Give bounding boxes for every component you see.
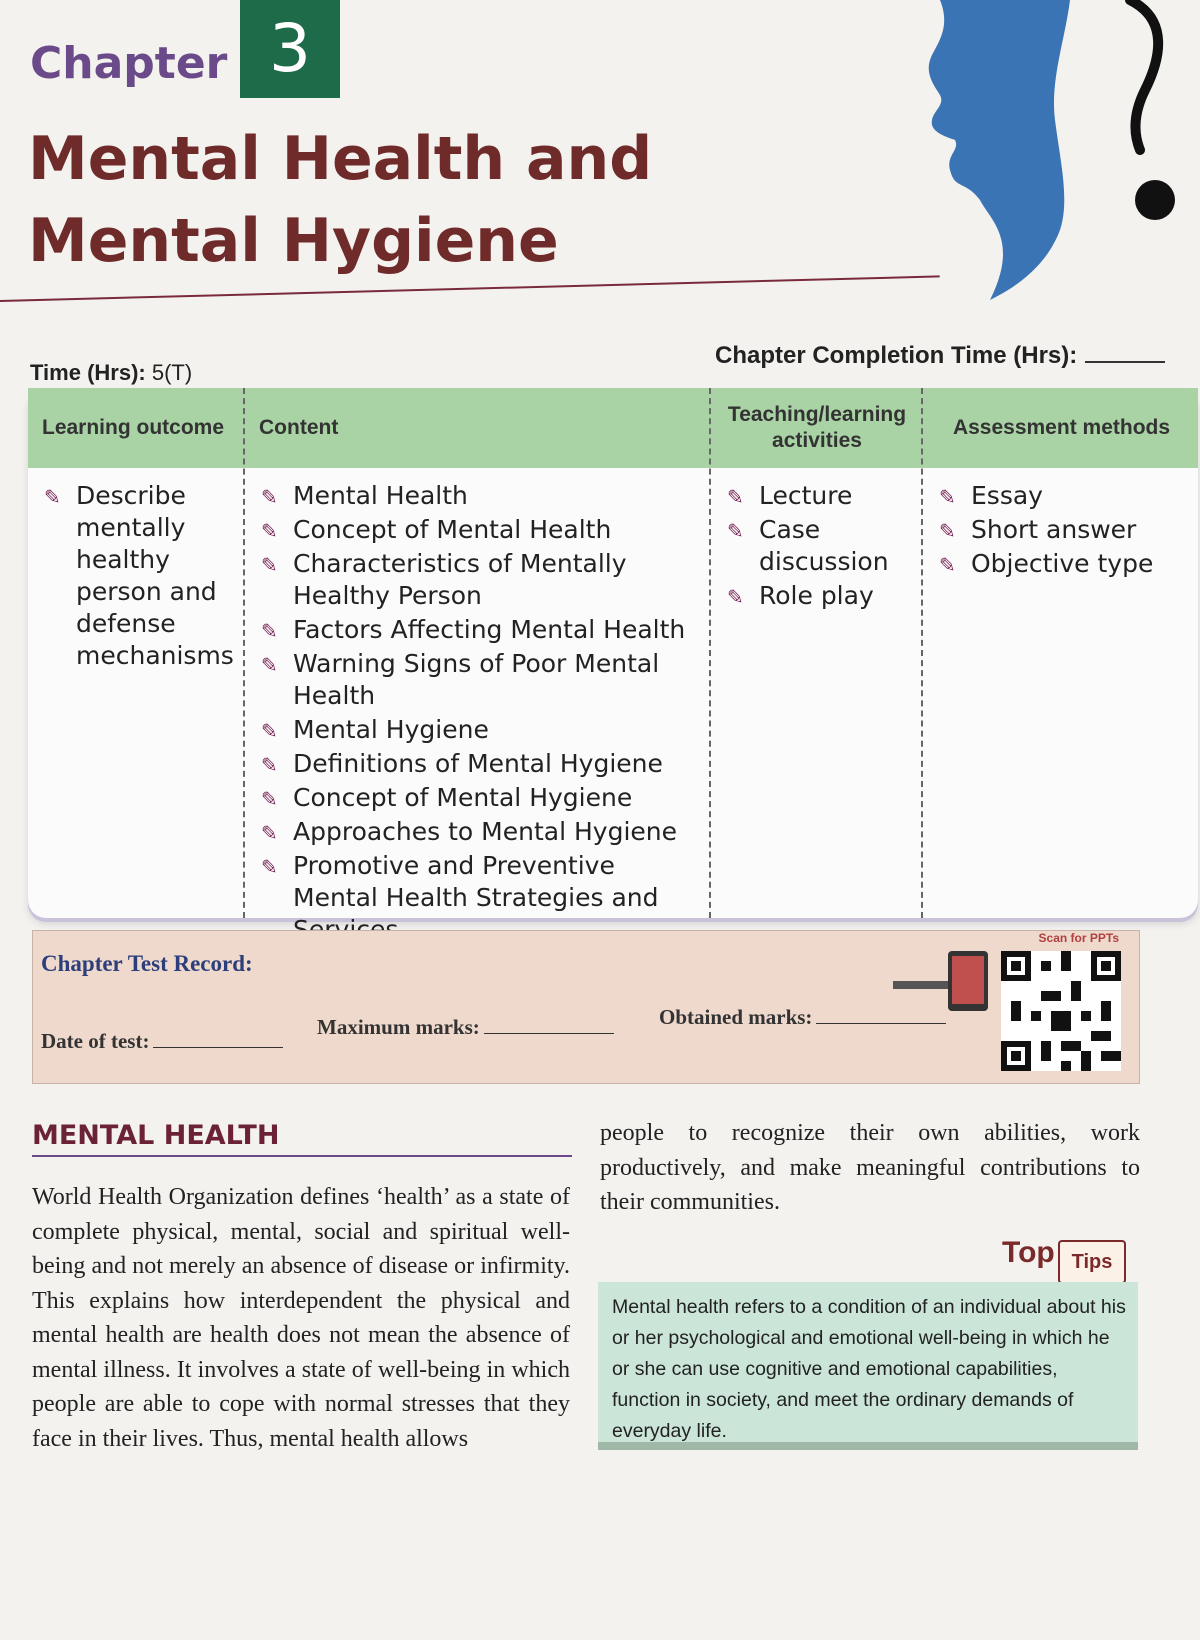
column-assessments	[921, 388, 1200, 918]
pen-bullet-icon: ✎	[261, 485, 278, 509]
pen-bullet-icon: ✎	[261, 553, 278, 577]
header-activities: Teaching/learning activities	[727, 403, 907, 452]
title-line-1: Mental Health and	[28, 124, 653, 194]
completion-label: Chapter Completion Time (Hrs):	[715, 342, 1078, 369]
list-item: ✎ Characteristics of Mentally Healthy Person	[261, 549, 627, 610]
pen-bullet-icon: ✎	[727, 485, 744, 509]
paragraph-left: World Health Organization defines ‘health’ as a state of complete physical, mental, social and spiritual well-being and not merely an absence of disease or infirmity. This explains how interdependent the physical and mental health are health does not mean the absence of mental illness. It involves a state of well-being in which people are able to cope with normal stresses that they face in their lives. Thus, mental health allows	[32, 1184, 570, 1452]
learning-outcome-table	[28, 388, 1198, 918]
list-item: ✎ Essay	[937, 480, 1192, 512]
scan-for-ppts-label: Scan for PPTs	[1038, 931, 1119, 945]
time-value: 5(T)	[151, 360, 193, 385]
pen-bullet-icon: ✎	[261, 653, 278, 677]
obtained-marks-field: Obtained marks:	[659, 1005, 946, 1030]
header-assessments: Assessment methods	[952, 416, 1171, 439]
header-content: Content	[259, 416, 339, 439]
pen-bullet-icon: ✎	[261, 753, 278, 777]
page-title	[28, 118, 652, 282]
pen-bullet-icon: ✎	[261, 787, 278, 811]
pen-bullet-icon: ✎	[261, 855, 278, 879]
pen-bullet-icon: ✎	[261, 619, 278, 643]
pen-bullet-icon: ✎	[727, 585, 744, 609]
list-item: ✎ Lecture	[725, 480, 915, 512]
list-item: ✎ Approaches to Mental Hygiene	[259, 816, 703, 848]
paragraph-right: people to recognize their own abilities, work productively, and make meaningful contributions to their communities.	[600, 1120, 1140, 1215]
pen-bullet-icon: ✎	[261, 719, 278, 743]
time-label: Time (Hrs):	[30, 360, 146, 385]
pen-bullet-icon: ✎	[261, 821, 278, 845]
qr-code-icon[interactable]	[1001, 949, 1121, 1073]
date-of-test-field: Date of test:	[41, 1029, 283, 1054]
column-content	[243, 388, 711, 918]
learning-outcome-list	[28, 468, 243, 672]
pen-bullet-icon: ✎	[939, 485, 956, 509]
list-item: ✎ Short answer	[937, 514, 1192, 546]
face-silhouette-image	[870, 0, 1200, 300]
list-item: ✎ Promotive and Preventive Mental Health Strategies and	[261, 851, 659, 912]
assessments-list	[923, 468, 1200, 580]
completion-time	[715, 342, 1165, 370]
list-item: ✎ Definitions of Mental Hygiene	[259, 748, 703, 780]
list-item: ✎ Warning Signs of Poor Mental Health	[261, 649, 660, 710]
list-item: ✎ Objective type	[937, 548, 1192, 580]
time-hours	[30, 360, 192, 386]
column-learning-outcome	[28, 388, 243, 918]
completion-blank	[1085, 361, 1165, 363]
list-item: ✎ Describe mentally healthy person and defense mechanisms	[44, 481, 234, 670]
chapter-test-record	[32, 930, 1140, 1084]
pen-bullet-icon: ✎	[939, 553, 956, 577]
list-item: ✎ Case discussion	[727, 515, 889, 576]
activities-list	[711, 468, 923, 612]
tips-badge: Tips	[1058, 1240, 1126, 1284]
chapter-label: Chapter	[30, 38, 228, 89]
header-learning-outcome: Learning outcome	[42, 416, 225, 439]
list-item: ✎ Role play	[725, 580, 915, 612]
column-activities	[709, 388, 923, 918]
list-item: ✎ Factors Affecting Mental Health	[259, 614, 703, 646]
list-item: ✎ Mental Health	[259, 480, 703, 512]
test-record-title: Chapter Test Record:	[41, 951, 253, 976]
section-heading: MENTAL HEALTH	[32, 1120, 572, 1157]
chapter-number: 3	[240, 0, 340, 98]
top-tips-panel	[598, 1282, 1138, 1442]
title-line-2: Mental Hygiene	[28, 206, 559, 276]
list-item: ✎ Concept of Mental Health	[259, 514, 703, 546]
list-item: ✎ Concept of Mental Hygiene	[259, 782, 703, 814]
pen-bullet-icon: ✎	[44, 485, 61, 509]
content-list	[245, 468, 711, 946]
pen-bullet-icon: ✎	[939, 519, 956, 543]
maximum-marks-field: Maximum marks:	[317, 1015, 614, 1040]
top-tips-label: Top	[1002, 1236, 1055, 1269]
pen-bullet-icon: ✎	[261, 519, 278, 543]
pen-bullet-icon: ✎	[727, 519, 744, 543]
list-item: ✎ Mental Hygiene	[259, 714, 703, 746]
top-tips-text: Mental health refers to a condition of an individual about his or her psychological and emotional well-being in which he or she can use cognitive and emotional capabilities, function in society, and meet the ordinary demands of everyday life.	[612, 1296, 1126, 1442]
learning-app-device-icon	[893, 946, 993, 1016]
